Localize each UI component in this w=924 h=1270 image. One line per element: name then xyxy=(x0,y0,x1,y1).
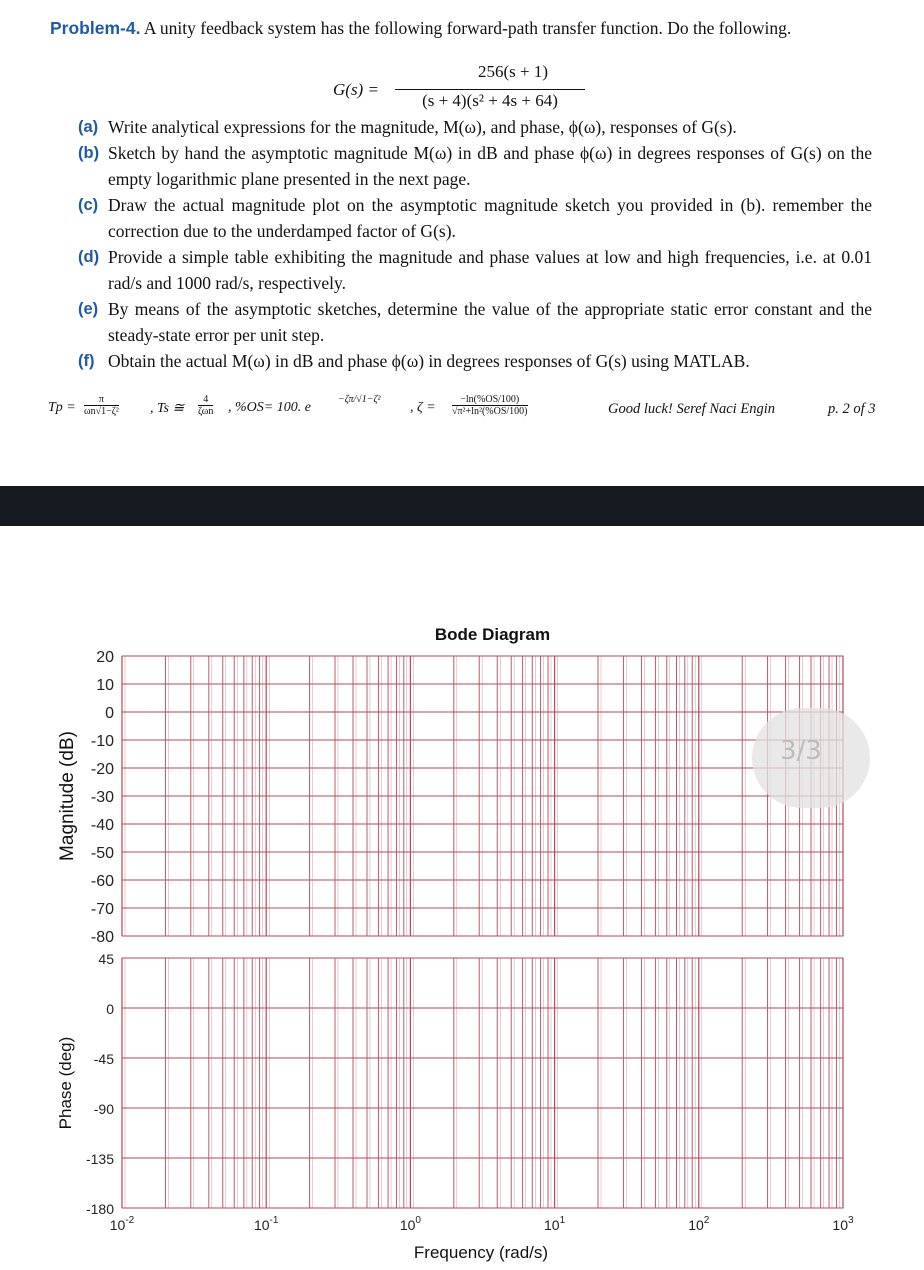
phase-tick-label: -90 xyxy=(93,1101,114,1117)
magnitude-tick-label: -70 xyxy=(90,901,114,918)
ts-fraction xyxy=(198,394,213,417)
problem-part xyxy=(78,114,872,140)
part-text: Draw the actual magnitude plot on the asymptotic magnitude sketch you provided in (b). remember the correction due to the underdamped factor of G(s). xyxy=(108,195,872,241)
page-number: p. 2 of 3 xyxy=(828,401,876,417)
part-text: Write analytical expressions for the magnitude, M(ω), and phase, ϕ(ω), responses of G(s). xyxy=(108,117,737,137)
part-label: (f) xyxy=(78,352,95,370)
magnitude-tick-label: -80 xyxy=(90,929,114,946)
tp-numerator: π xyxy=(84,394,119,406)
problem-intro xyxy=(50,17,850,40)
magnitude-tick-label: -50 xyxy=(90,845,114,862)
magnitude-tick-label: 0 xyxy=(105,705,114,722)
x-tick-label: $10^{-1}$ xyxy=(253,1215,279,1233)
part-label: (d) xyxy=(78,248,100,266)
page-indicator-label: 3/3 xyxy=(780,736,822,766)
phase-tick-label: 45 xyxy=(98,951,114,967)
equation-lhs: G(s) = xyxy=(333,80,379,99)
magnitude-tick-label: 20 xyxy=(96,649,114,666)
problem-part xyxy=(78,192,872,244)
part-label: (e) xyxy=(78,300,99,318)
fraction-bar xyxy=(395,89,585,90)
problem-part xyxy=(78,296,872,348)
magnitude-tick-label: -30 xyxy=(90,789,114,806)
problem-parts xyxy=(78,114,872,374)
x-tick-label: $10^2$ xyxy=(688,1215,710,1233)
os-exponent: −ζπ/√1−ζ² xyxy=(338,394,381,405)
x-tick-label: $10^0$ xyxy=(399,1215,421,1233)
formula-sheet xyxy=(48,394,888,434)
problem-part xyxy=(78,140,872,192)
ts-denominator: ζωn xyxy=(198,406,214,417)
zeta-fraction xyxy=(452,394,528,417)
phase-tick-label: 0 xyxy=(106,1001,114,1017)
part-label: (c) xyxy=(78,196,99,214)
part-text: Obtain the actual M(ω) in dB and phase ϕ(ω) in degrees responses of G(s) using MATLAB. xyxy=(108,351,750,371)
magnitude-tick-label: -60 xyxy=(90,873,114,890)
part-text: Provide a simple table exhibiting the magnitude and phase values at low and high frequencies, i.e. at 0.01 rad/s and 1000 rad/s, respectively. xyxy=(108,247,872,293)
transfer-function-equation xyxy=(333,62,603,118)
good-luck-note: Good luck! Seref Naci Engin xyxy=(608,401,775,417)
x-tick-label: $10^{-2}$ xyxy=(109,1215,135,1233)
tp-lhs: Tp = xyxy=(48,400,76,415)
zeta-numerator: −ln(%OS/100) xyxy=(452,394,528,406)
magnitude-axis-label: Magnitude (dB) xyxy=(57,731,78,861)
ts-numerator: 4 xyxy=(198,394,213,406)
tp-fraction xyxy=(84,394,119,417)
magnitude-tick-label: -40 xyxy=(90,817,114,834)
part-text: Sketch by hand the asymptotic magnitude M(ω) in dB and phase ϕ(ω) in degrees responses of G(s) on the empty logarithmic plane presented in the next page. xyxy=(108,143,872,189)
part-label: (a) xyxy=(78,118,99,136)
page-separator xyxy=(0,486,924,526)
zeta-denominator: √π²+ln²(%OS/100) xyxy=(452,406,528,417)
phase-tick-label: -45 xyxy=(93,1051,114,1067)
bode-diagram-chart xyxy=(0,526,924,1270)
bode-diagram-page xyxy=(0,526,924,1270)
part-text: By means of the asymptotic sketches, determine the value of the appropriate static error constant and the steady-state error per unit step. xyxy=(108,299,872,345)
equation-numerator: 256(s + 1) xyxy=(477,62,549,81)
part-label: (b) xyxy=(78,144,100,162)
phase-plot-area xyxy=(122,958,843,1208)
magnitude-tick-label: -20 xyxy=(90,761,114,778)
os-formula: , %OS= 100. e xyxy=(228,400,311,415)
ts-lhs: , Ts ≅ xyxy=(150,401,185,416)
zeta-lhs: , ζ = xyxy=(410,400,436,415)
equation-denominator: (s + 4)(s² + 4s + 64) xyxy=(422,91,558,110)
tp-denominator: ωn√1−ζ² xyxy=(84,406,119,417)
phase-tick-label: -135 xyxy=(85,1151,114,1167)
problem-part xyxy=(78,244,872,296)
problem-heading: Problem-4. xyxy=(50,18,141,38)
chart-title: Bode Diagram xyxy=(434,625,551,644)
magnitude-tick-label: 10 xyxy=(96,677,114,694)
problem-part xyxy=(78,348,872,374)
phase-axis-label: Phase (deg) xyxy=(56,1036,75,1130)
x-axis-label: Frequency (rad/s) xyxy=(413,1243,549,1262)
x-tick-label: $10^1$ xyxy=(544,1215,566,1233)
problem-page xyxy=(0,0,924,486)
x-tick-label: $10^3$ xyxy=(832,1215,854,1233)
phase-tick-label: -180 xyxy=(85,1201,114,1217)
problem-intro-text: A unity feedback system has the following forward-path transfer function. Do the following. xyxy=(140,18,792,38)
magnitude-tick-label: -10 xyxy=(90,733,114,750)
